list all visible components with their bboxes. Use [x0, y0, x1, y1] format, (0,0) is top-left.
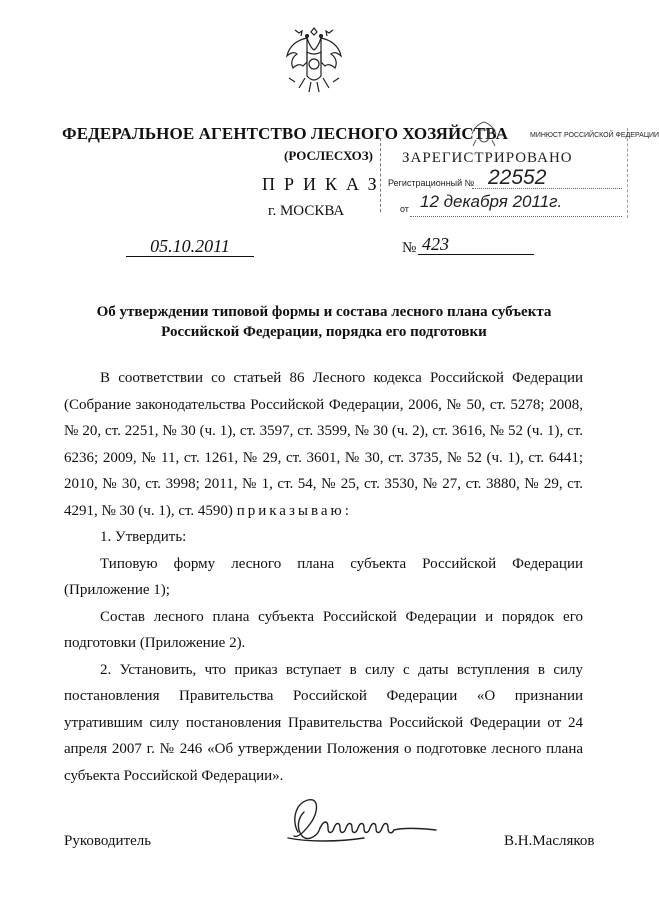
stamp-date-underline: [410, 216, 622, 217]
signatory-position: Руководитель: [64, 833, 152, 849]
signatory-name: В.Н.Масляков: [504, 833, 595, 849]
paragraph-form: Типовую форму лесного плана субъекта Российской Федерации (Приложение 1);: [64, 555, 583, 598]
basis-text: В соответствии со статьей 86 Лесного кодекса Российской Федерации (Собрание законодательства Российской Федерации, 2006, № 50, ст. 5278; 2008, № 20, ст. 2251, № 30 (ч. 1), ст. 3597, ст. 3599, № 30 (ч. 2), ст. 3616, № 52 (ч. 1), ст. 6236; 2009, № 11, ст. 1261, № 29, ст. 3601, № 30, ст. 3735, № 52 (ч. 1), ст. 6441; 2010, № 30, ст. 3998; 2011, № 1, ст. 54, № 25, ст. 3530, № 27, ст. 3880, № 29, ст. 4291, № 30 (ч. 1), ст. 4590): [64, 370, 583, 519]
stamp-from-label: от: [400, 204, 409, 214]
document-date: 05.10.2011: [126, 236, 254, 257]
agency-abbreviation: (РОСЛЕСХОЗ): [284, 148, 373, 163]
signature-icon: [268, 792, 444, 854]
document-type: ПРИКАЗ: [262, 174, 386, 194]
stamp-regno-underline: [472, 188, 622, 189]
stamp-status: ЗАРЕГИСТРИРОВАНО: [402, 150, 573, 166]
stamp-regno-label: Регистрационный №: [388, 178, 475, 188]
document-title: Об утверждении типовой формы и состава лесного плана субъекта Российской Федерации, порядка его подготовки: [96, 304, 552, 340]
stamp-border-right: [627, 128, 628, 218]
stamp-regno: 22552: [488, 166, 547, 189]
stamp-date: 12 декабря 2011г.: [420, 192, 563, 211]
agency-name: ФЕДЕРАЛЬНОЕ АГЕНТСТВО ЛЕСНОГО ХОЗЯЙСТВА: [62, 124, 508, 143]
registration-stamp: [380, 118, 659, 218]
coat-of-arms-icon: [283, 22, 345, 100]
document-number: 423: [418, 234, 534, 255]
city: г. МОСКВА: [268, 203, 345, 219]
stamp-emblem-icon: [464, 118, 504, 148]
document-number-label: №: [402, 240, 417, 256]
paragraph-basis: [64, 365, 583, 524]
stamp-ministry: МИНЮСТ РОССИЙСКОЙ ФЕДЕРАЦИИ: [530, 132, 659, 139]
paragraph-approve: 1. Утвердить:: [100, 529, 187, 545]
paragraph-composition: Состав лесного плана субъекта Российской Федерации и порядок его подготовки (Приложение 2).: [64, 608, 583, 651]
order-word: приказываю:: [236, 502, 352, 519]
stamp-border-left: [380, 138, 381, 212]
document-body: [64, 365, 583, 789]
paragraph-effective: 2. Установить, что приказ вступает в силу с даты вступления в силу постановления Правительства Российской Федерации «О признании утратившим силу постановления Правительства Российской Федерации от 24 апреля 2007 г. № 246 «Об утверждении Положения о подготовке лесного плана субъекта Российской Федерации».: [64, 661, 583, 784]
